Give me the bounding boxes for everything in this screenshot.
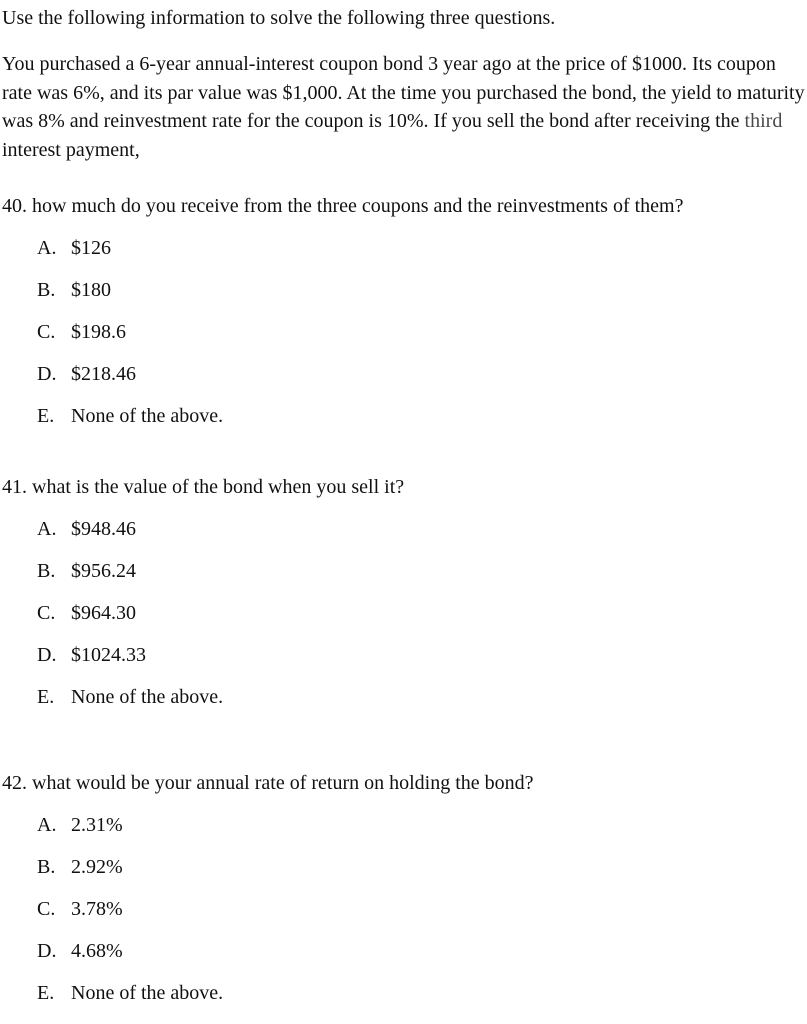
option-letter: C. [37,898,56,920]
option-b[interactable] [37,278,805,302]
option-letter: D. [37,363,57,385]
option-letter: B. [37,856,56,878]
option-text: $948.46 [71,518,136,540]
scenario-text-part1: You purchased a 6-year annual-interest coupon bond 3 year ago at the price of $1000. Its coupon rate was 6%, and its par value was $1,000. At the time you purchased the bond, the yield to maturity was 8% and reinvestment rate for the coupon is 10%. If you sell the bond after receiving the [2,53,805,132]
option-letter: E. [37,982,55,1004]
option-d[interactable] [37,939,805,963]
option-letter: B. [37,560,56,582]
option-letter: D. [37,644,57,666]
instructions-text: Use the following information to solve the following three questions. [2,7,556,29]
option-letter: C. [37,602,56,624]
option-text: $126 [71,237,111,259]
scenario-text-part2: interest payment, [2,138,140,161]
option-text: 3.78% [71,898,123,920]
option-letter: E. [37,405,55,427]
option-d[interactable] [37,643,805,667]
option-text: $180 [71,279,111,301]
option-text: $956.24 [71,560,136,582]
option-b[interactable] [37,559,805,583]
option-c[interactable] [37,601,805,625]
option-letter: E. [37,686,55,708]
option-e[interactable] [37,981,805,1005]
answer-options [2,517,805,709]
option-letter: C. [37,321,56,343]
option-letter: B. [37,279,56,301]
option-text: None of the above. [71,686,224,708]
option-a[interactable] [37,236,805,260]
option-a[interactable] [37,813,805,837]
option-text: 4.68% [71,940,123,962]
option-e[interactable] [37,685,805,709]
option-c[interactable] [37,897,805,921]
answer-options [2,813,805,1005]
option-letter: D. [37,940,57,962]
option-text: None of the above. [71,982,224,1004]
question-40 [2,194,805,428]
option-text: 2.31% [71,814,123,836]
option-text: $964.30 [71,602,136,624]
question-stem: 42. what would be your annual rate of return on holding the bond? [2,772,534,794]
option-c[interactable] [37,320,805,344]
option-letter: A. [37,814,57,836]
option-text: $218.46 [71,363,136,385]
question-stem: 41. what is the value of the bond when you sell it? [2,476,405,498]
question-42 [2,771,805,1005]
answer-options [2,236,805,428]
question-41 [2,475,805,709]
option-text: $198.6 [71,321,126,343]
option-letter: A. [37,237,57,259]
scenario-highlight-word: third [744,110,783,132]
option-text: $1024.33 [71,644,146,666]
option-text: 2.92% [71,856,123,878]
option-a[interactable] [37,517,805,541]
option-letter: A. [37,518,57,540]
option-d[interactable] [37,362,805,386]
option-text: None of the above. [71,405,224,427]
scenario-paragraph [2,50,805,164]
question-stem: 40. how much do you receive from the three coupons and the reinvestments of them? [2,195,684,217]
option-b[interactable] [37,855,805,879]
option-e[interactable] [37,404,805,428]
